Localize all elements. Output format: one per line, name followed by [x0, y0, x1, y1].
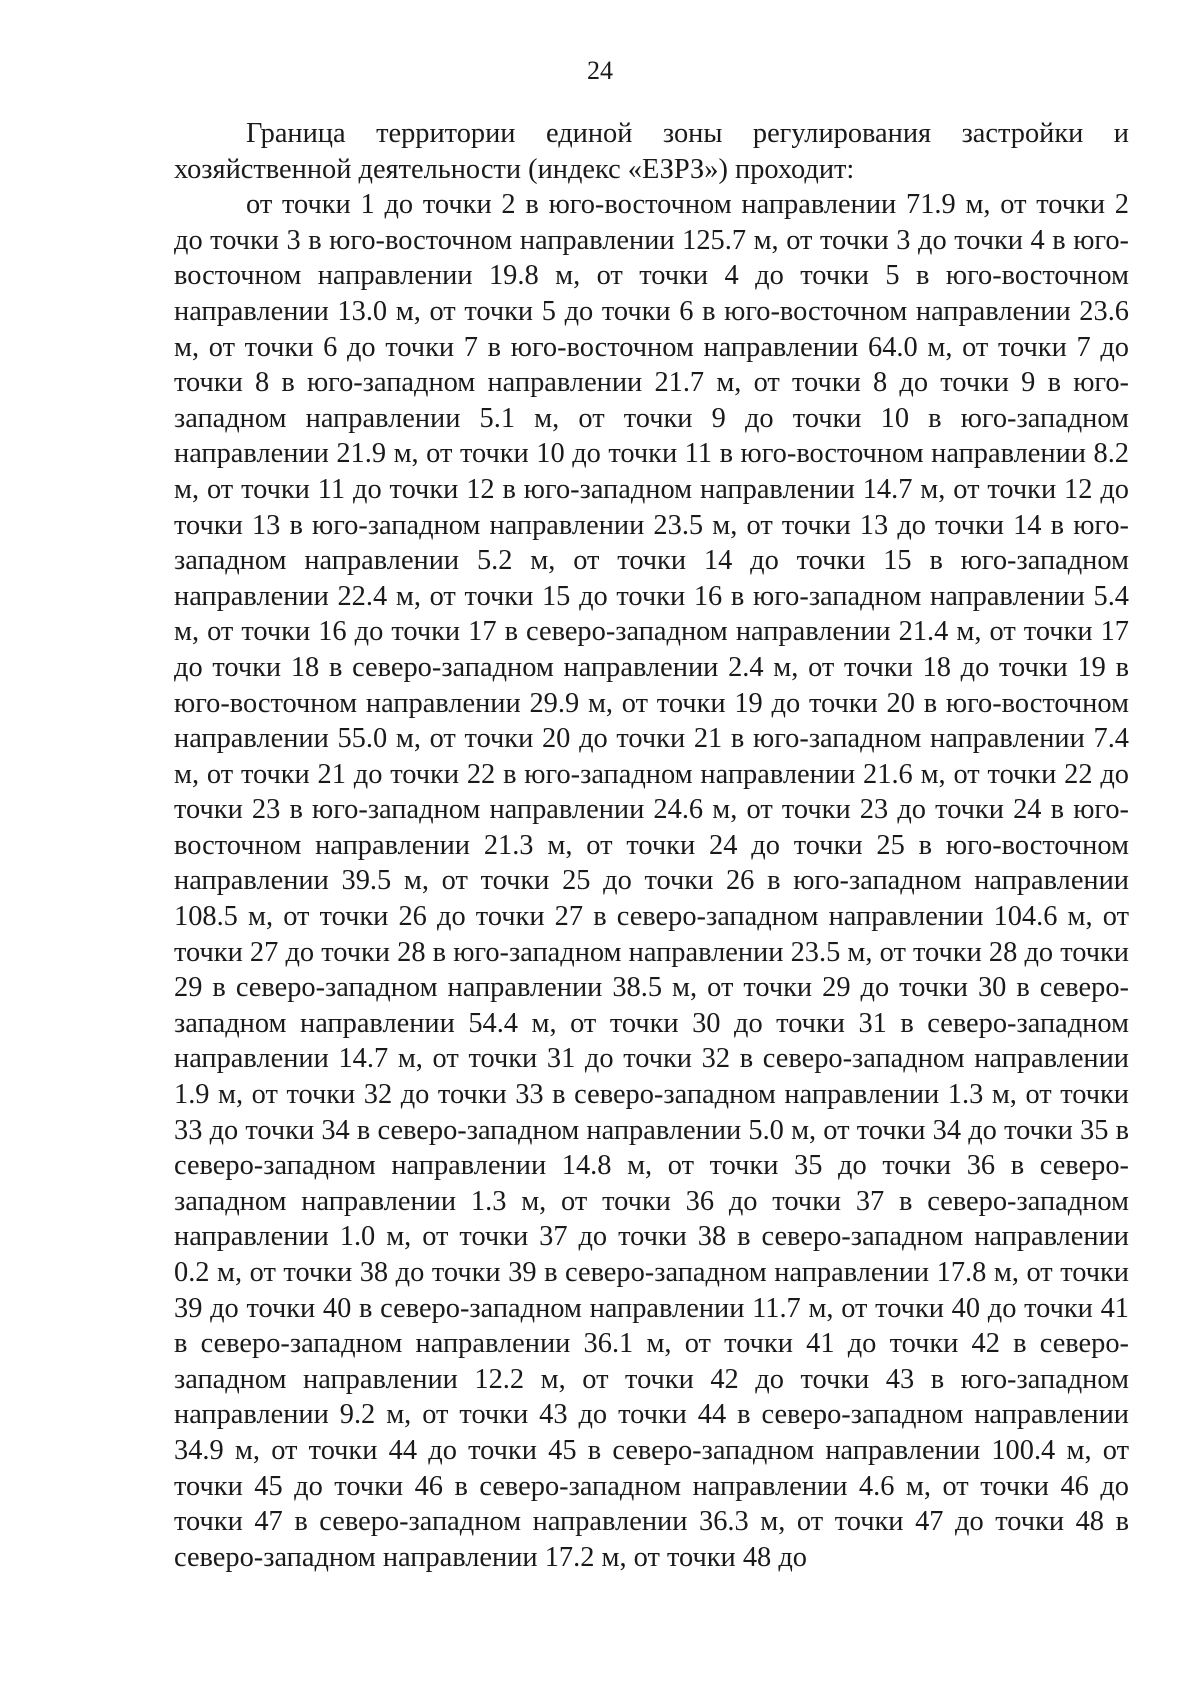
document-body — [174, 116, 1129, 1575]
paragraph-boundary-points: от точки 1 до точки 2 в юго-восточном направлении 71.9 м, от точки 2 до точки 3 в юго-восточном направлении 125.7 м, от точки 3 до точки 4 в юго-восточном направлении 19.8 м, от точки 4 до точки 5 в юго-восточном направлении 13.0 м, от точки 5 до точки 6 в юго-восточном направлении 23.6 м, от точки 6 до точки 7 в юго-восточном направлении 64.0 м, от точки 7 до точки 8 в юго-западном направлении 21.7 м, от точки 8 до точки 9 в юго-западном направлении 5.1 м, от точки 9 до точки 10 в юго-западном направлении 21.9 м, от точки 10 до точки 11 в юго-восточном направлении 8.2 м, от точки 11 до точки 12 в юго-западном направлении 14.7 м, от точки 12 до точки 13 в юго-западном направлении 23.5 м, от точки 13 до точки 14 в юго-западном направлении 5.2 м, от точки 14 до точки 15 в юго-западном направлении 22.4 м, от точки 15 до точки 16 в юго-западном направлении 5.4 м, от точки 16 до точки 17 в северо-западном направлении 21.4 м, от точки 17 до точки 18 в северо-западном направлении 2.4 м, от точки 18 до точки 19 в юго-восточном направлении 29.9 м, от точки 19 до точки 20 в юго-восточном направлении 55.0 м, от точки 20 до точки 21 в юго-западном направлении 7.4 м, от точки 21 до точки 22 в юго-западном направлении 21.6 м, от точки 22 до точки 23 в юго-западном направлении 24.6 м, от точки 23 до точки 24 в юго-восточном направлении 21.3 м, от точки 24 до точки 25 в юго-восточном направлении 39.5 м, от точки 25 до точки 26 в юго-западном направлении 108.5 м, от точки 26 до точки 27 в северо-западном направлении 104.6 м, от точки 27 до точки 28 в юго-западном направлении 23.5 м, от точки 28 до точки 29 в северо-западном направлении 38.5 м, от точки 29 до точки 30 в северо-западном направлении 54.4 м, от точки 30 до точки 31 в северо-западном направлении 14.7 м, от точки 31 до точки 32 в северо-западном направлении 1.9 м, от точки 32 до точки 33 в северо-западном направлении 1.3 м, от точки 33 до точки 34 в северо-западном направлении 5.0 м, от точки 34 до точки 35 в северо-западном направлении 14.8 м, от точки 35 до точки 36 в северо-западном направлении 1.3 м, от точки 36 до точки 37 в северо-западном направлении 1.0 м, от точки 37 до точки 38 в северо-западном направлении 0.2 м, от точки 38 до точки 39 в северо-западном направлении 17.8 м, от точки 39 до точки 40 в северо-западном направлении 11.7 м, от точки 40 до точки 41 в северо-западном направлении 36.1 м, от точки 41 до точки 42 в северо-западном направлении 12.2 м, от точки 42 до точки 43 в юго-западном направлении 9.2 м, от точки 43 до точки 44 в северо-западном направлении 34.9 м, от точки 44 до точки 45 в северо-западном направлении 100.4 м, от точки 45 до точки 46 в северо-западном направлении 4.6 м, от точки 46 до точки 47 в северо-западном направлении 36.3 м, от точки 47 до точки 48 в северо-западном направлении 17.2 м, от точки 48 до — [174, 189, 1129, 1573]
paragraph-boundary-intro: Граница территории единой зоны регулирования застройки и хозяйственной деятельности (индекс «ЕЗРЗ») проходит: — [174, 118, 1129, 185]
page-number: 24 — [587, 56, 613, 85]
